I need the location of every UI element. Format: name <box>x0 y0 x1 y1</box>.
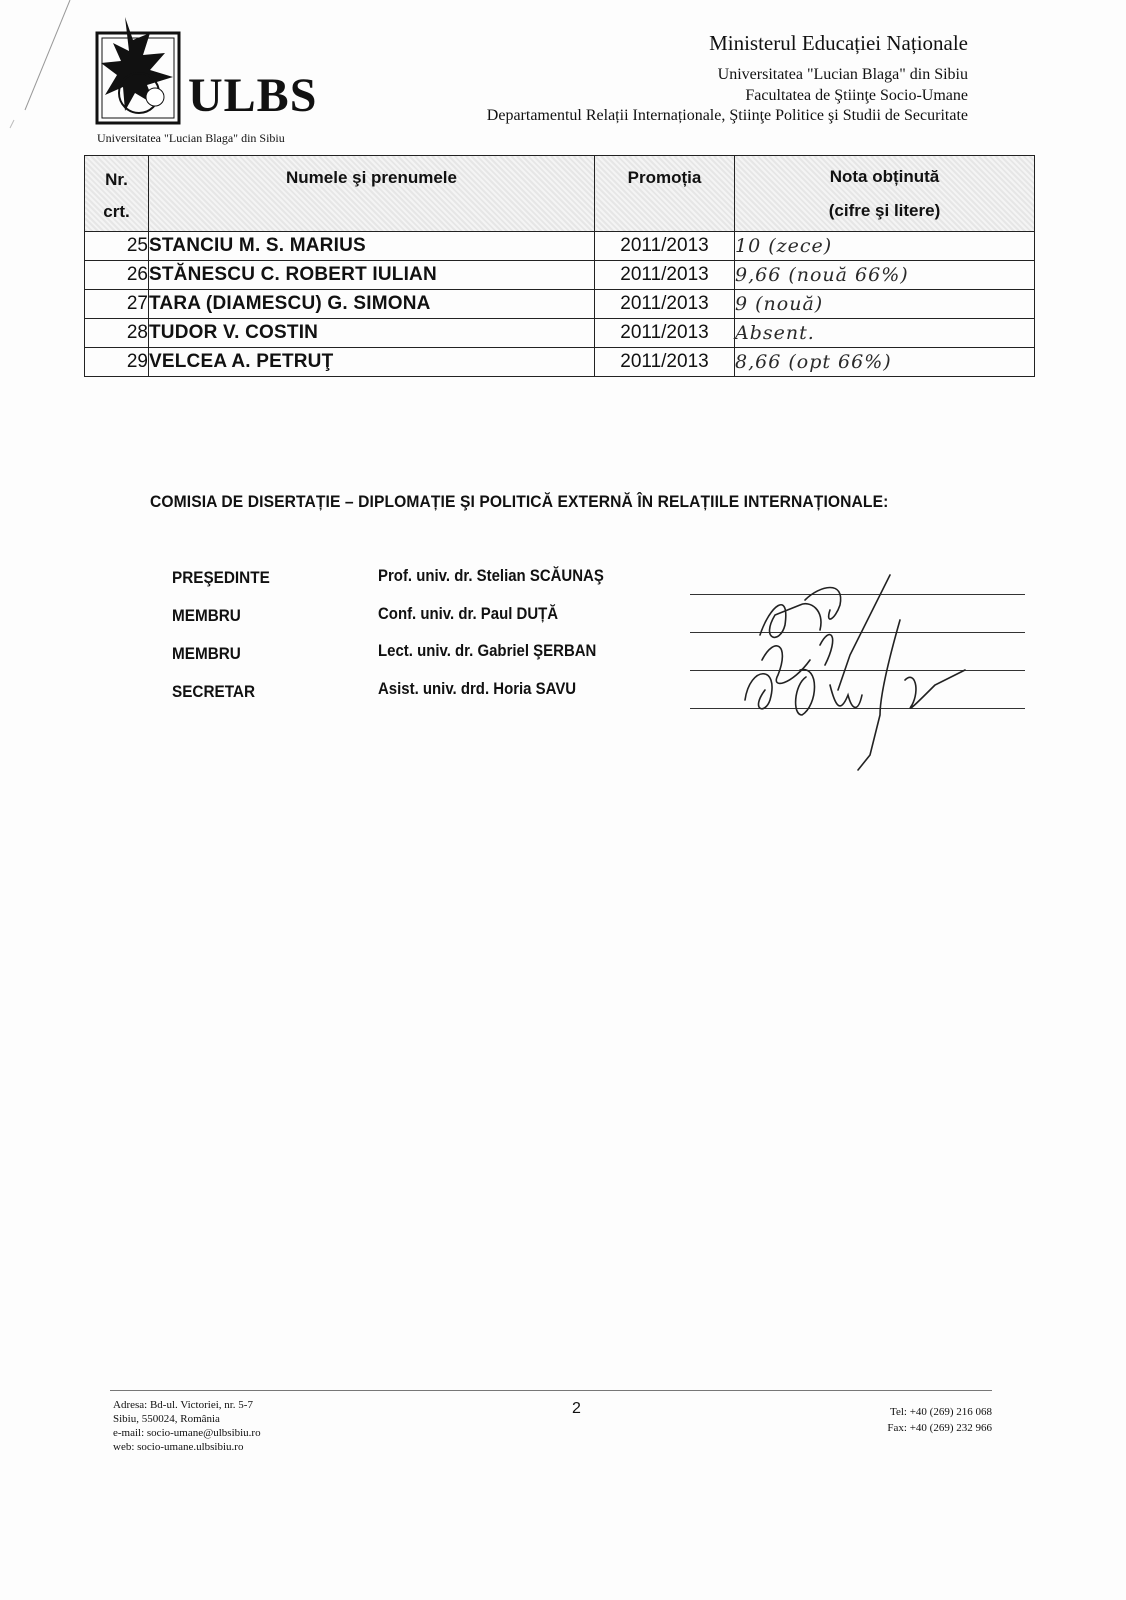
role-secretary: SECRETAR <box>172 682 256 701</box>
table-row <box>85 232 1035 261</box>
row-nr: 27 <box>85 290 149 319</box>
faculty-name: Facultatea de Ştiinţe Socio-Umane <box>745 87 968 104</box>
row-promo: 2011/2013 <box>595 232 735 261</box>
fax-line: Fax: +40 (269) 232 966 <box>887 1422 992 1434</box>
row-name: VELCEA A. PETRUŢ <box>149 348 595 377</box>
row-promo: 2011/2013 <box>595 348 735 377</box>
row-name: TUDOR V. COSTIN <box>149 319 595 348</box>
row-nr: 28 <box>85 319 149 348</box>
row-promo: 2011/2013 <box>595 290 735 319</box>
table-header-row <box>85 156 1035 232</box>
row-grade: Absent. <box>735 319 1035 348</box>
web-line: web: socio-umane.ulbsibiu.ro <box>113 1441 244 1453</box>
university-logo-icon <box>95 15 185 125</box>
member-2-name: Lect. univ. dr. Gabriel ŞERBAN <box>378 641 597 660</box>
column-header-promo <box>595 156 735 232</box>
address-line: Adresa: Bd-ul. Victoriei, nr. 5-7 <box>113 1399 253 1411</box>
member-president-name: Prof. univ. dr. Stelian SCĂUNAŞ <box>378 566 604 585</box>
promo-header-label: Promoția <box>627 168 702 187</box>
role-president: PREŞEDINTE <box>172 568 270 587</box>
commission-title: COMISIA DE DISERTAȚIE – DIPLOMAȚIE ŞI POLITICĂ EXTERNĂ ÎN RELAȚIILE INTERNAȚIONALE: <box>150 492 889 511</box>
table-row <box>85 348 1035 377</box>
page-number: 2 <box>572 1400 581 1417</box>
column-header-grade <box>735 156 1035 232</box>
footer-address <box>113 1398 261 1454</box>
row-promo: 2011/2013 <box>595 319 735 348</box>
role-member-2: MEMBRU <box>172 644 241 663</box>
row-name: STĂNESCU C. ROBERT IULIAN <box>149 261 595 290</box>
row-nr: 29 <box>85 348 149 377</box>
logo-caption: Universitatea "Lucian Blaga" din Sibiu <box>97 131 285 145</box>
secretary-name: Asist. univ. drd. Horia SAVU <box>378 679 577 698</box>
handwritten-signatures <box>730 565 990 775</box>
grade-header-line1: Nota obținută <box>829 167 940 186</box>
row-nr: 25 <box>85 232 149 261</box>
row-grade: 10 (zece) <box>735 232 1035 261</box>
row-grade: 8,66 (opt 66%) <box>735 348 1035 377</box>
role-member-1: MEMBRU <box>172 606 241 625</box>
nr-header-line1: Nr. <box>105 170 128 189</box>
university-name: Universitatea "Lucian Blaga" din Sibiu <box>717 66 968 83</box>
row-name: STANCIU M. S. MARIUS <box>149 232 595 261</box>
email-line: e-mail: socio-umane@ulbsibiu.ro <box>113 1427 261 1439</box>
column-header-name <box>149 156 595 232</box>
row-nr: 26 <box>85 261 149 290</box>
nr-header-line2: crt. <box>103 202 130 221</box>
table-row <box>85 261 1035 290</box>
footer-rule <box>110 1390 992 1391</box>
name-header-label: Numele şi prenumele <box>285 168 457 187</box>
row-grade: 9 (nouă) <box>735 290 1035 319</box>
department-name: Departamentul Relații Internaționale, Ştiinţe Politice şi Studii de Securitate <box>486 107 968 124</box>
address-line: Sibiu, 550024, România <box>113 1413 220 1425</box>
column-header-nr <box>85 156 149 232</box>
row-name: TARA (DIAMESCU) G. SIMONA <box>149 290 595 319</box>
logo-wordmark: ULBS <box>188 69 318 122</box>
phone-line: Tel: +40 (269) 216 068 <box>890 1406 992 1418</box>
table-row <box>85 319 1035 348</box>
scan-mark <box>0 0 80 130</box>
row-promo: 2011/2013 <box>595 261 735 290</box>
member-1-name: Conf. univ. dr. Paul DUȚĂ <box>378 604 559 623</box>
table-row <box>85 290 1035 319</box>
grade-header-line2: (cifre şi litere) <box>828 201 941 220</box>
footer-contact <box>887 1404 992 1436</box>
grades-table <box>84 155 1035 377</box>
ministry-title: Ministerul Educației Naționale <box>709 31 968 55</box>
row-grade: 9,66 (nouă 66%) <box>735 261 1035 290</box>
